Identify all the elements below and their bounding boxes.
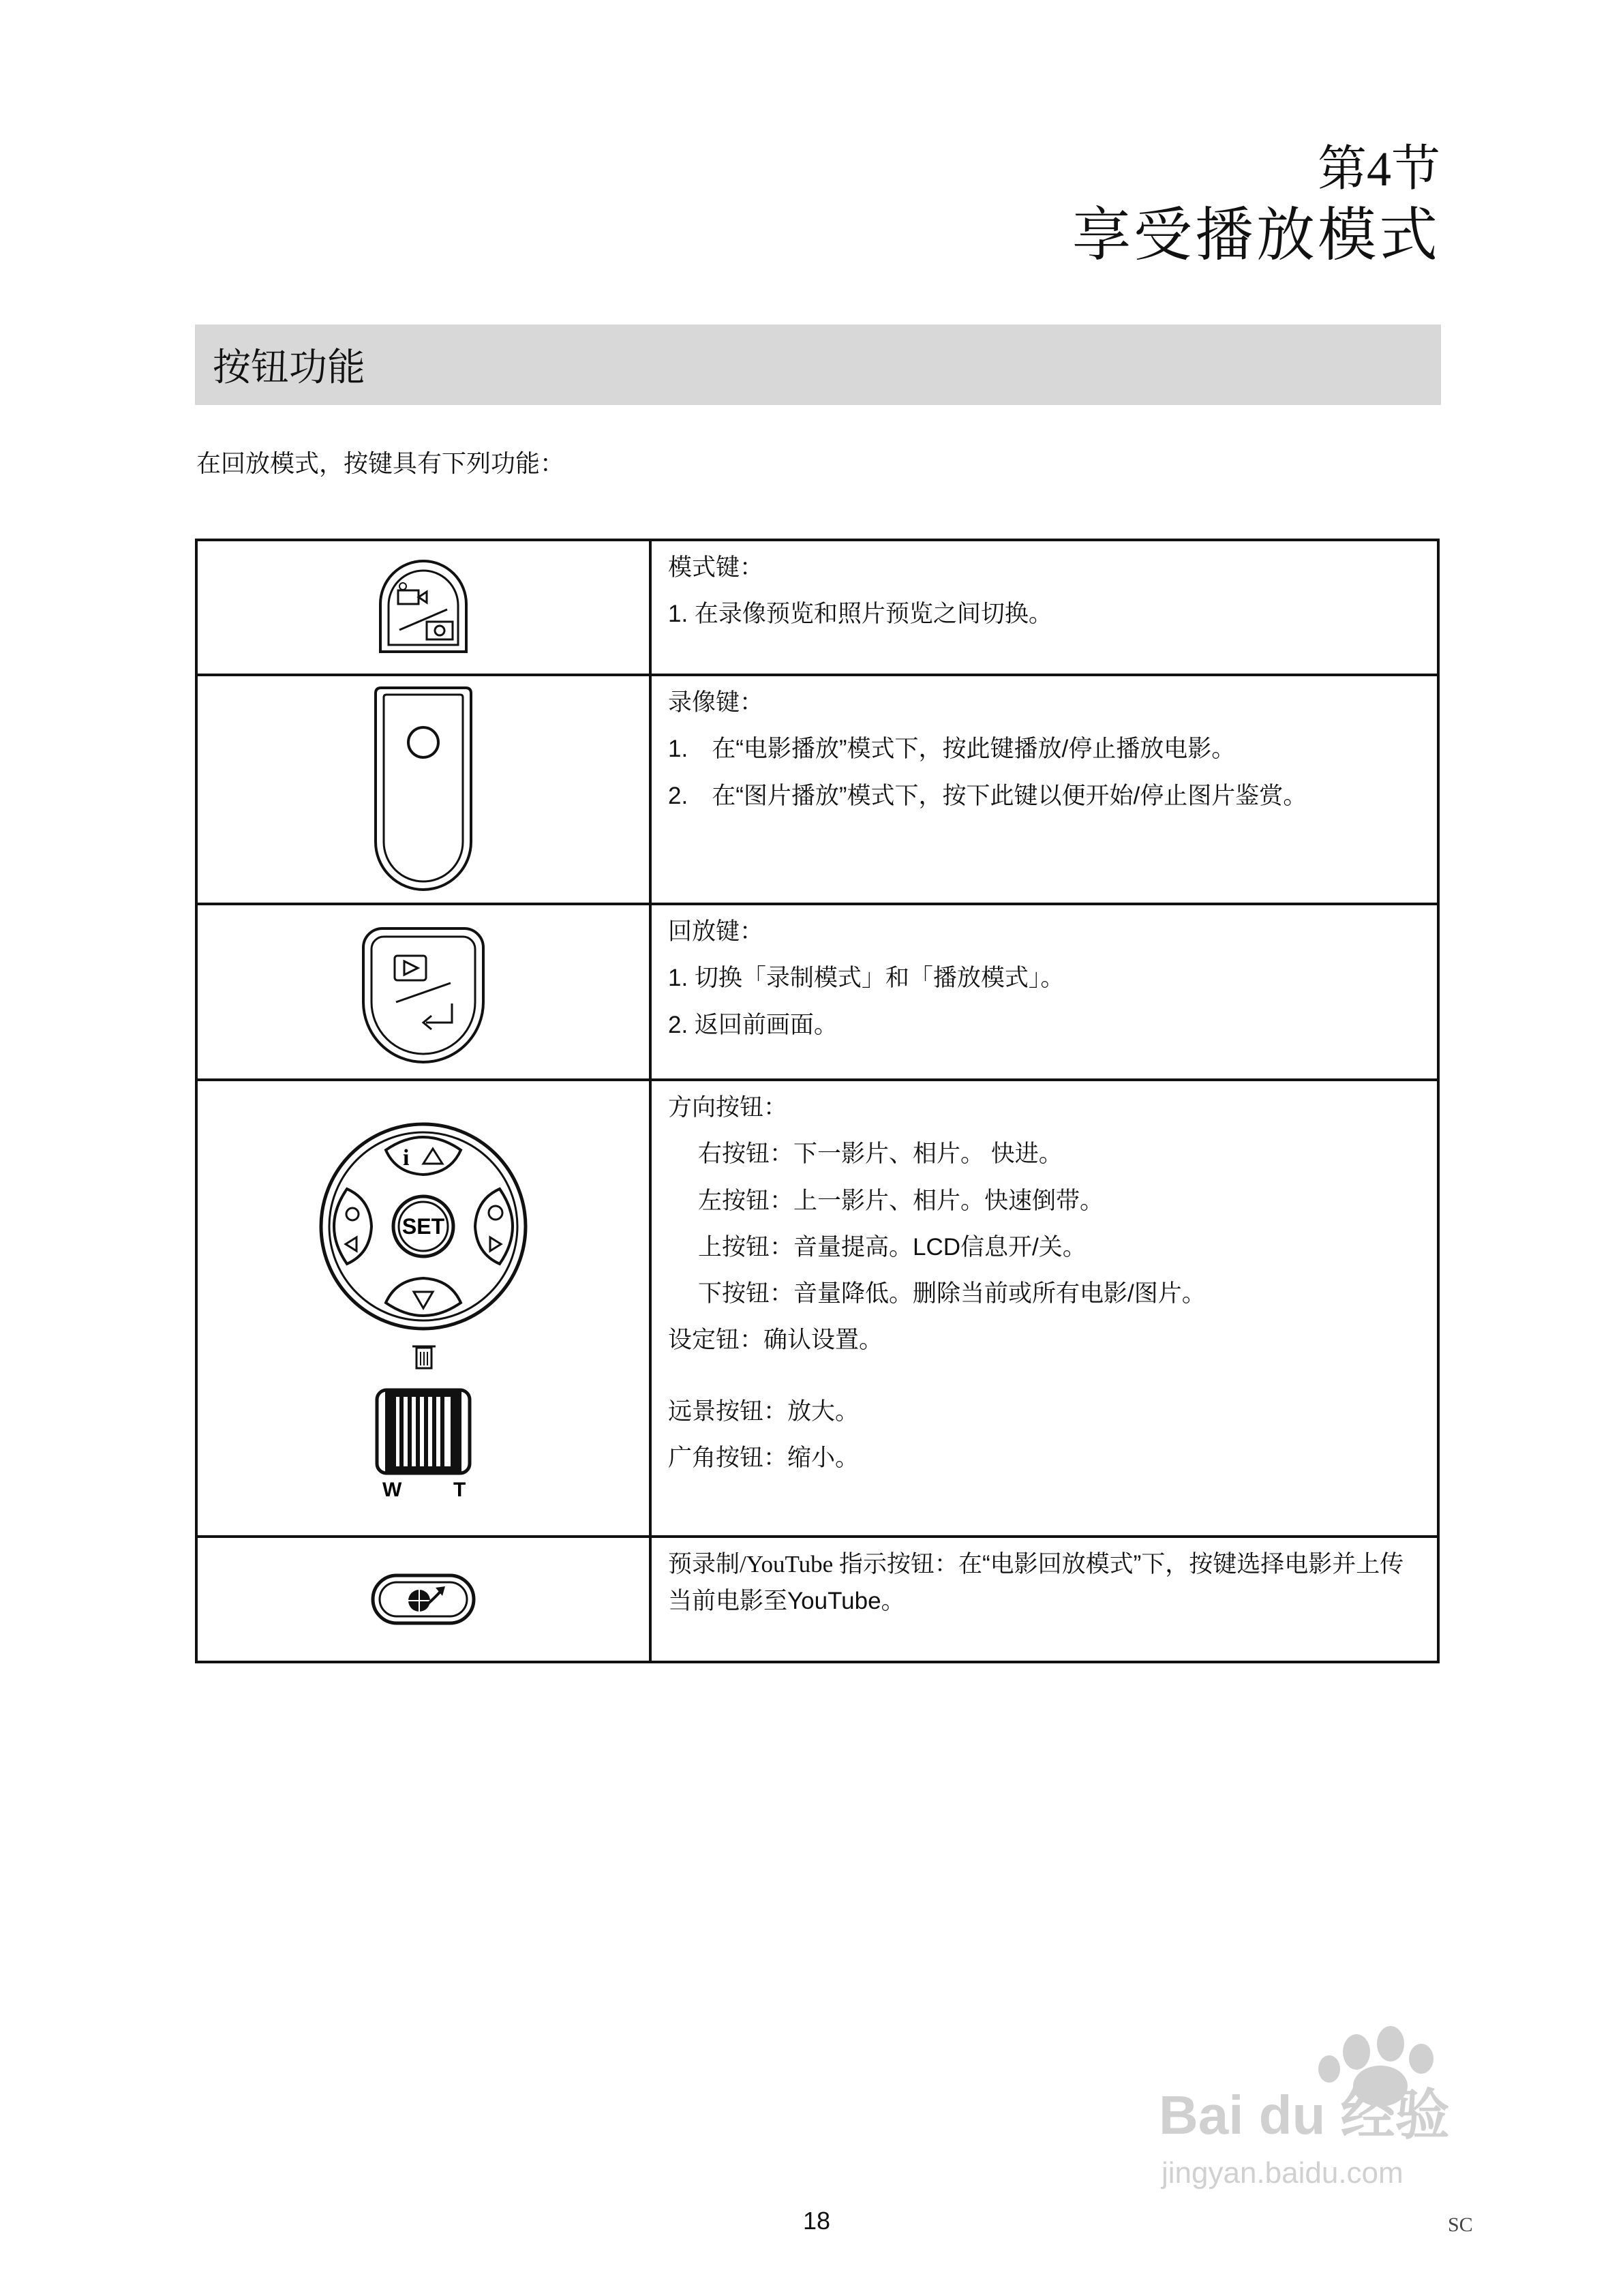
playback-button-icon bbox=[355, 920, 491, 1063]
zoom-lever[interactable] bbox=[377, 1390, 470, 1473]
section-bar bbox=[195, 324, 1441, 405]
icon-cell bbox=[196, 1537, 650, 1662]
section-bar-title: 按钮功能 bbox=[213, 346, 365, 389]
row-text: 在“电影回放模式”下，按键选择电影并上传当前电影至YouTube。 bbox=[668, 1551, 1404, 1615]
trash-icon bbox=[412, 1346, 436, 1368]
description-cell bbox=[650, 904, 1438, 1080]
list-item: 左按钮：上一影片、相片。快速倒带。 bbox=[698, 1187, 1104, 1214]
icon-cell bbox=[196, 1080, 650, 1537]
row-title: 方向按钮： bbox=[668, 1094, 788, 1121]
set-description: 设定钮：确认设置。 bbox=[668, 1327, 883, 1354]
list-item: 上按钮：音量提高。LCD信息开/关。 bbox=[698, 1233, 1087, 1260]
button-function-table bbox=[195, 539, 1440, 1663]
tele-label: T bbox=[453, 1479, 466, 1499]
icon-cell bbox=[196, 904, 650, 1080]
list-item: 右按钮：下一影片、相片。 快进。 bbox=[698, 1141, 1063, 1168]
list-item: 1. 在“电影播放”模式下，按此键播放/停止播放电影。 bbox=[668, 736, 1236, 763]
watermark-brand: Bai du 经验 bbox=[1159, 2085, 1450, 2145]
watermark-url: jingyan.baidu.com bbox=[1162, 2156, 1404, 2190]
row-title: 回放键： bbox=[668, 918, 764, 945]
row-title: 预录制/YouTube 指示按钮： bbox=[668, 1551, 958, 1577]
svg-text:i: i bbox=[403, 1145, 410, 1170]
row-title: 模式键： bbox=[668, 554, 764, 581]
youtube-button-icon bbox=[369, 1569, 478, 1630]
description-cell bbox=[650, 1537, 1438, 1662]
left-button[interactable] bbox=[334, 1189, 371, 1264]
section-number: 第4节 bbox=[1317, 142, 1440, 196]
mode-button-icon bbox=[372, 556, 474, 659]
table-row bbox=[196, 1080, 1438, 1537]
description-cell bbox=[650, 1080, 1438, 1537]
direction-pad-icon bbox=[314, 1117, 532, 1499]
tele-description: 远景按钮：放大。 bbox=[668, 1398, 860, 1425]
up-button[interactable] bbox=[386, 1137, 461, 1175]
list-item: 2. 返回前画面。 bbox=[668, 1011, 838, 1038]
row-title: 录像键： bbox=[668, 689, 764, 716]
table-row bbox=[196, 1537, 1438, 1662]
right-button[interactable] bbox=[475, 1189, 513, 1264]
language-code: SC bbox=[1448, 2214, 1473, 2236]
section-title: 享受播放模式 bbox=[1072, 202, 1440, 268]
baidu-jingyan-watermark bbox=[1152, 2004, 1534, 2209]
wide-label: W bbox=[382, 1479, 402, 1499]
wide-description: 广角按钮：缩小。 bbox=[668, 1444, 860, 1471]
record-button-icon bbox=[369, 684, 478, 895]
description-cell bbox=[650, 540, 1438, 675]
table-row bbox=[196, 540, 1438, 675]
list-item: 1. 在录像预览和照片预览之间切换。 bbox=[668, 601, 1052, 628]
intro-text: 在回放模式，按键具有下列功能： bbox=[196, 449, 565, 477]
page-number: 18 bbox=[803, 2207, 831, 2235]
set-button[interactable] bbox=[393, 1196, 453, 1256]
description-cell bbox=[650, 675, 1438, 904]
table-row bbox=[196, 675, 1438, 904]
list-item: 2. 在“图片播放”模式下，按下此键以便开始/停止图片鉴赏。 bbox=[668, 782, 1307, 809]
down-button[interactable] bbox=[386, 1278, 461, 1316]
icon-cell bbox=[196, 540, 650, 675]
list-item: 1. 切换「录制模式」和「播放模式」。 bbox=[668, 965, 1065, 992]
icon-cell bbox=[196, 675, 650, 904]
list-item: 下按钮：音量降低。删除当前或所有电影/图片。 bbox=[698, 1280, 1206, 1307]
set-label: SET bbox=[401, 1214, 445, 1239]
table-row bbox=[196, 904, 1438, 1080]
